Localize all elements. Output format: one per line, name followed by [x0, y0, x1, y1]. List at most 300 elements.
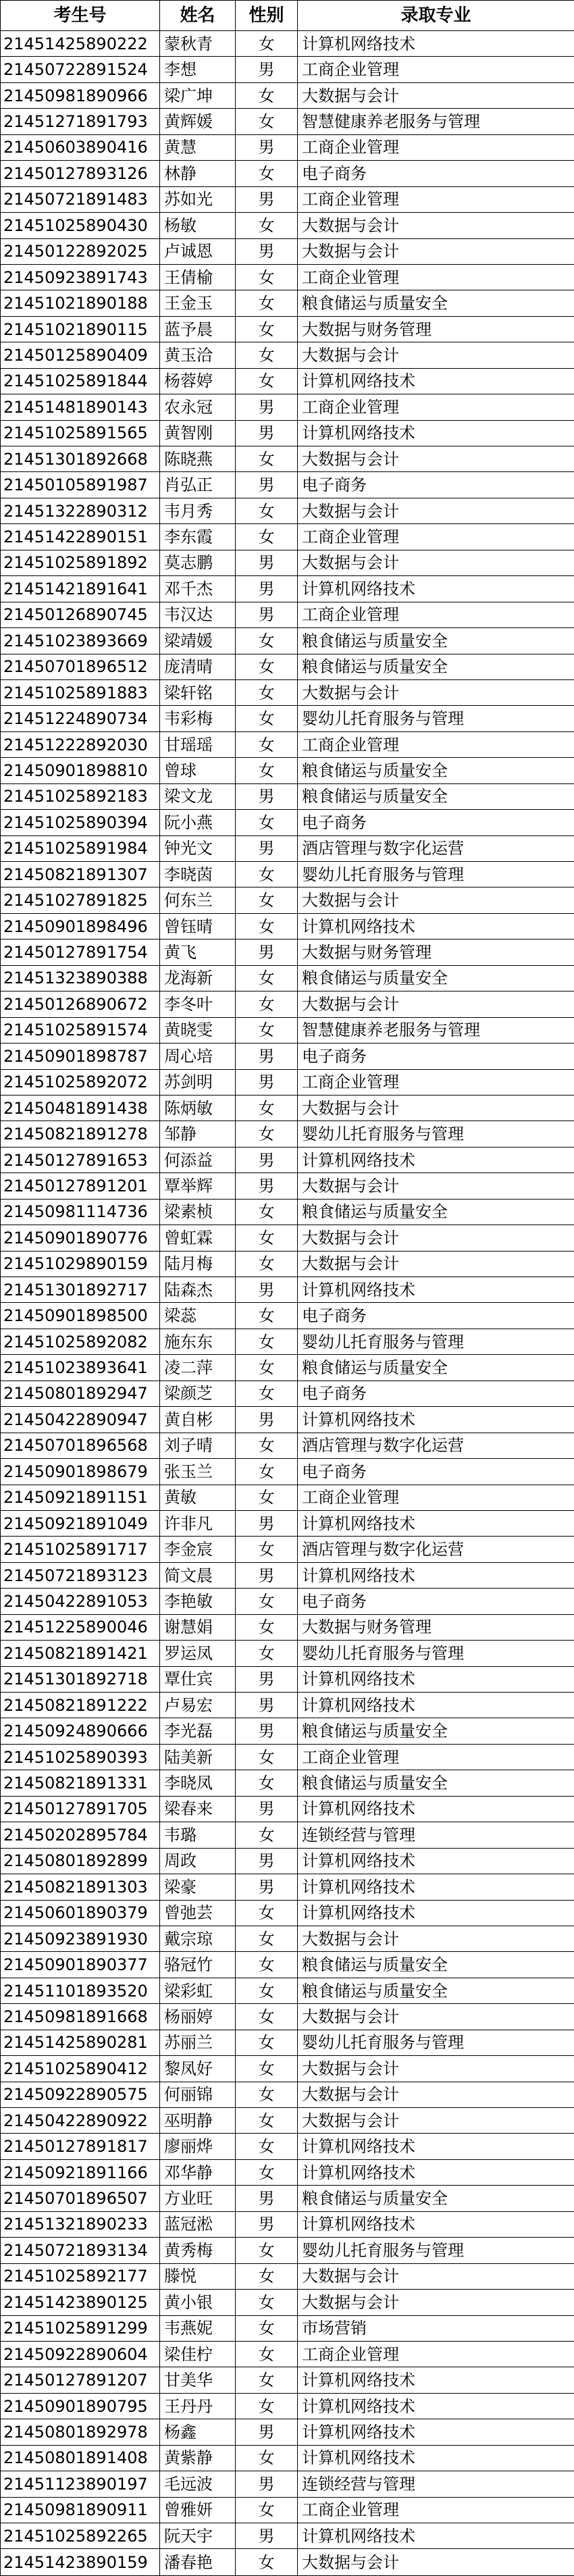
exam-id-cell: 21451025891892 — [1, 550, 160, 575]
gender-cell: 女 — [236, 2497, 298, 2523]
gender-cell: 女 — [236, 2315, 298, 2341]
exam-id-cell: 21450901898500 — [1, 1303, 160, 1329]
major-cell: 婴幼儿托育服务与管理 — [298, 1329, 574, 1354]
major-cell: 大数据与会计 — [298, 1251, 574, 1277]
exam-id-cell: 21450821891331 — [1, 1770, 160, 1796]
name-cell: 何丽锦 — [160, 2082, 236, 2107]
table-row — [1, 602, 574, 627]
exam-id-cell: 21451481890143 — [1, 394, 160, 420]
exam-id-cell: 21450701896512 — [1, 654, 160, 679]
exam-id-cell: 21450801891408 — [1, 2445, 160, 2471]
exam-id-cell: 21450901890776 — [1, 1225, 160, 1251]
major-cell: 酒店管理与数字化运营 — [298, 1433, 574, 1458]
major-cell: 计算机网络技术 — [298, 368, 574, 394]
gender-cell: 女 — [236, 2263, 298, 2289]
name-cell: 滕悦 — [160, 2263, 236, 2289]
exam-id-cell: 21450126890672 — [1, 991, 160, 1017]
name-cell: 韦彩梅 — [160, 706, 236, 731]
name-cell: 邓千杰 — [160, 576, 236, 602]
exam-id-cell: 21450721893123 — [1, 1562, 160, 1588]
exam-id-cell: 21450821891303 — [1, 1874, 160, 1900]
table-row — [1, 472, 574, 498]
table-row — [1, 965, 574, 991]
major-cell: 大数据与会计 — [298, 2108, 574, 2134]
name-cell: 黄智刚 — [160, 420, 236, 446]
gender-cell: 男 — [236, 1510, 298, 1536]
name-cell: 杨鑫 — [160, 2419, 236, 2445]
major-cell: 工商企业管理 — [298, 2497, 574, 2523]
gender-cell: 女 — [236, 2238, 298, 2263]
table-row — [1, 1718, 574, 1744]
major-cell: 大数据与会计 — [298, 2263, 574, 2289]
major-cell: 计算机网络技术 — [298, 2134, 574, 2159]
gender-cell: 女 — [236, 1589, 298, 1614]
header-name: 姓名 — [160, 1, 236, 31]
major-cell: 粮食储运与质量安全 — [298, 1718, 574, 1744]
name-cell: 卢易宏 — [160, 1693, 236, 1718]
name-cell: 梁轩铭 — [160, 679, 236, 705]
major-cell: 大数据与会计 — [298, 550, 574, 575]
table-row — [1, 1303, 574, 1329]
major-cell: 酒店管理与数字化运营 — [298, 835, 574, 861]
name-cell: 黎凤好 — [160, 2056, 236, 2082]
table-row — [1, 862, 574, 887]
name-cell: 曾弛芸 — [160, 1900, 236, 1926]
name-cell: 骆冠竹 — [160, 1952, 236, 1978]
name-cell: 刘子晴 — [160, 1433, 236, 1458]
exam-id-cell: 21451423890159 — [1, 2549, 160, 2576]
major-cell: 大数据与会计 — [298, 2549, 574, 2576]
major-cell: 粮食储运与质量安全 — [298, 1355, 574, 1381]
major-cell: 计算机网络技术 — [298, 2445, 574, 2471]
name-cell: 李晓凤 — [160, 1770, 236, 1796]
gender-cell: 女 — [236, 1329, 298, 1354]
exam-id-cell: 21451023893669 — [1, 628, 160, 654]
table-row — [1, 1589, 574, 1614]
exam-id-cell: 21450921891049 — [1, 1510, 160, 1536]
table-row — [1, 2341, 574, 2367]
major-cell: 大数据与会计 — [298, 1173, 574, 1199]
exam-id-cell: 21450122892025 — [1, 238, 160, 264]
major-cell: 计算机网络技术 — [298, 1796, 574, 1822]
gender-cell: 女 — [236, 31, 298, 57]
exam-id-cell: 21450923891930 — [1, 1926, 160, 1951]
table-row — [1, 446, 574, 472]
exam-id-cell: 21451025891565 — [1, 420, 160, 446]
name-cell: 黄小银 — [160, 2290, 236, 2315]
gender-cell: 女 — [236, 1095, 298, 1120]
exam-id-cell: 21451025891299 — [1, 2315, 160, 2341]
table-row — [1, 628, 574, 654]
exam-id-cell: 21450126890745 — [1, 602, 160, 627]
table-row — [1, 1121, 574, 1147]
exam-id-cell: 21451422890151 — [1, 524, 160, 550]
gender-cell: 男 — [236, 2186, 298, 2211]
name-cell: 韦汉达 — [160, 602, 236, 627]
gender-cell: 女 — [236, 2341, 298, 2367]
exam-id-cell: 21450901890795 — [1, 2393, 160, 2419]
gender-cell: 女 — [236, 887, 298, 913]
major-cell: 婴幼儿托育服务与管理 — [298, 2030, 574, 2055]
name-cell: 农永冠 — [160, 394, 236, 420]
major-cell: 粮食储运与质量安全 — [298, 758, 574, 783]
table-row — [1, 2445, 574, 2471]
name-cell: 李金宸 — [160, 1537, 236, 1562]
name-cell: 方业旺 — [160, 2186, 236, 2211]
gender-cell: 女 — [236, 368, 298, 394]
exam-id-cell: 21451025892082 — [1, 1329, 160, 1354]
gender-cell: 女 — [236, 1381, 298, 1406]
gender-cell: 男 — [236, 1173, 298, 1199]
gender-cell: 男 — [236, 472, 298, 498]
gender-cell: 男 — [236, 1693, 298, 1718]
name-cell: 陆月梅 — [160, 1251, 236, 1277]
exam-id-cell: 21451025891574 — [1, 1017, 160, 1043]
table-row — [1, 783, 574, 809]
table-row — [1, 2211, 574, 2237]
table-row — [1, 939, 574, 965]
major-cell: 工商企业管理 — [298, 57, 574, 82]
exam-id-cell: 21450127891207 — [1, 2367, 160, 2393]
major-cell: 大数据与会计 — [298, 2082, 574, 2107]
table-row — [1, 679, 574, 705]
table-row — [1, 2290, 574, 2315]
major-cell: 计算机网络技术 — [298, 1407, 574, 1433]
exam-id-cell: 21451025891844 — [1, 368, 160, 394]
header-gender: 性别 — [236, 1, 298, 31]
exam-id-cell: 21450722891524 — [1, 57, 160, 82]
name-cell: 李东霞 — [160, 524, 236, 550]
exam-id-cell: 21450127891754 — [1, 939, 160, 965]
exam-id-cell: 21450721893134 — [1, 2238, 160, 2263]
table-row — [1, 2082, 574, 2107]
name-cell: 曾虹霖 — [160, 1225, 236, 1251]
major-cell: 大数据与财务管理 — [298, 939, 574, 965]
gender-cell: 女 — [236, 1978, 298, 2003]
name-cell: 陆美新 — [160, 1744, 236, 1770]
name-cell: 何东兰 — [160, 887, 236, 913]
exam-id-cell: 21450821891222 — [1, 1693, 160, 1718]
table-row — [1, 2238, 574, 2263]
gender-cell: 女 — [236, 1641, 298, 1666]
exam-id-cell: 21451025892072 — [1, 1069, 160, 1095]
table-row — [1, 731, 574, 757]
major-cell: 粮食储运与质量安全 — [298, 1978, 574, 2003]
gender-cell: 女 — [236, 679, 298, 705]
gender-cell: 女 — [236, 1121, 298, 1147]
exam-id-cell: 21450981114736 — [1, 1199, 160, 1225]
name-cell: 苏丽兰 — [160, 2030, 236, 2055]
name-cell: 甘瑶瑶 — [160, 731, 236, 757]
exam-id-cell: 21450901898679 — [1, 1459, 160, 1485]
table-row — [1, 1069, 574, 1095]
table-row — [1, 1381, 574, 1406]
major-cell: 电子商务 — [298, 1044, 574, 1069]
gender-cell: 女 — [236, 1614, 298, 1640]
exam-id-cell: 21451123890197 — [1, 2471, 160, 2497]
major-cell: 电子商务 — [298, 472, 574, 498]
gender-cell: 女 — [236, 2004, 298, 2030]
name-cell: 钟光文 — [160, 835, 236, 861]
name-cell: 林静 — [160, 161, 236, 186]
name-cell: 李冬叶 — [160, 991, 236, 1017]
exam-id-cell: 21450125890409 — [1, 342, 160, 368]
table-row — [1, 1355, 574, 1381]
exam-id-cell: 21451271891793 — [1, 109, 160, 134]
table-row — [1, 1562, 574, 1588]
gender-cell: 女 — [236, 862, 298, 887]
table-row — [1, 1095, 574, 1120]
major-cell: 工商企业管理 — [298, 394, 574, 420]
major-cell: 电子商务 — [298, 1303, 574, 1329]
gender-cell: 女 — [236, 213, 298, 238]
name-cell: 周心培 — [160, 1044, 236, 1069]
name-cell: 杨敏 — [160, 213, 236, 238]
gender-cell: 男 — [236, 1718, 298, 1744]
major-cell: 大数据与会计 — [298, 213, 574, 238]
major-cell: 连锁经营与管理 — [298, 1822, 574, 1848]
exam-id-cell: 21450721891483 — [1, 186, 160, 212]
major-cell: 计算机网络技术 — [298, 2393, 574, 2419]
exam-id-cell: 21451025892177 — [1, 2263, 160, 2289]
table-row — [1, 1329, 574, 1354]
major-cell: 计算机网络技术 — [298, 576, 574, 602]
table-row — [1, 550, 574, 575]
name-cell: 韦璐 — [160, 1822, 236, 1848]
major-cell: 计算机网络技术 — [298, 1277, 574, 1303]
name-cell: 邓华静 — [160, 2159, 236, 2185]
exam-id-cell: 21451322890312 — [1, 498, 160, 523]
table-row — [1, 1641, 574, 1666]
name-cell: 肖弘正 — [160, 472, 236, 498]
major-cell: 大数据与会计 — [298, 238, 574, 264]
table-row — [1, 1147, 574, 1173]
exam-id-cell: 21451101893520 — [1, 1978, 160, 2003]
gender-cell: 女 — [236, 1017, 298, 1043]
major-cell: 大数据与财务管理 — [298, 316, 574, 342]
name-cell: 韦月秀 — [160, 498, 236, 523]
major-cell: 粮食储运与质量安全 — [298, 2186, 574, 2211]
name-cell: 莫志鹏 — [160, 550, 236, 575]
table-row — [1, 576, 574, 602]
gender-cell: 男 — [236, 1848, 298, 1874]
table-row — [1, 1485, 574, 1510]
major-cell: 计算机网络技术 — [298, 420, 574, 446]
exam-id-cell: 21450127893126 — [1, 161, 160, 186]
major-cell: 计算机网络技术 — [298, 2211, 574, 2237]
exam-id-cell: 21450127891201 — [1, 1173, 160, 1199]
table-row — [1, 2263, 574, 2289]
exam-id-cell: 21450422891053 — [1, 1589, 160, 1614]
exam-id-cell: 21450901898787 — [1, 1044, 160, 1069]
exam-id-cell: 21450981891668 — [1, 2004, 160, 2030]
header-exam-id: 考生号 — [1, 1, 160, 31]
major-cell: 大数据与会计 — [298, 82, 574, 108]
table-row — [1, 238, 574, 264]
table-row — [1, 394, 574, 420]
gender-cell: 女 — [236, 290, 298, 316]
major-cell: 大数据与会计 — [298, 1926, 574, 1951]
table-row — [1, 1900, 574, 1926]
table-row — [1, 1017, 574, 1043]
exam-id-cell: 21451225890046 — [1, 1614, 160, 1640]
major-cell: 计算机网络技术 — [298, 2523, 574, 2549]
name-cell: 黄慧 — [160, 134, 236, 160]
exam-id-cell: 21450202895784 — [1, 1822, 160, 1848]
name-cell: 覃仕宾 — [160, 1666, 236, 1692]
gender-cell: 女 — [236, 706, 298, 731]
name-cell: 梁佳柠 — [160, 2341, 236, 2367]
name-cell: 梁靖媛 — [160, 628, 236, 654]
gender-cell: 男 — [236, 1407, 298, 1433]
major-cell: 大数据与会计 — [298, 2004, 574, 2030]
major-cell: 计算机网络技术 — [298, 1900, 574, 1926]
table-row — [1, 290, 574, 316]
major-cell: 电子商务 — [298, 1589, 574, 1614]
major-cell: 酒店管理与数字化运营 — [298, 1537, 574, 1562]
exam-id-cell: 21450901898810 — [1, 758, 160, 783]
gender-cell: 男 — [236, 2419, 298, 2445]
gender-cell: 女 — [236, 1926, 298, 1951]
name-cell: 施东东 — [160, 1329, 236, 1354]
gender-cell: 女 — [236, 446, 298, 472]
table-row — [1, 1614, 574, 1640]
table-row — [1, 368, 574, 394]
major-cell: 大数据与财务管理 — [298, 1614, 574, 1640]
exam-id-cell: 21450922890575 — [1, 2082, 160, 2107]
name-cell: 戴宗琼 — [160, 1926, 236, 1951]
name-cell: 简文晨 — [160, 1562, 236, 1588]
gender-cell: 男 — [236, 420, 298, 446]
major-cell: 智慧健康养老服务与管理 — [298, 1017, 574, 1043]
major-cell: 婴幼儿托育服务与管理 — [298, 1121, 574, 1147]
gender-cell: 女 — [236, 1303, 298, 1329]
table-row — [1, 2315, 574, 2341]
name-cell: 李光磊 — [160, 1718, 236, 1744]
major-cell: 大数据与会计 — [298, 342, 574, 368]
header-row — [1, 1, 574, 31]
gender-cell: 男 — [236, 835, 298, 861]
gender-cell: 女 — [236, 2445, 298, 2471]
table-row — [1, 1173, 574, 1199]
name-cell: 许非凡 — [160, 1510, 236, 1536]
table-row — [1, 2004, 574, 2030]
table-row — [1, 1199, 574, 1225]
major-cell: 工商企业管理 — [298, 264, 574, 290]
table-row — [1, 82, 574, 108]
exam-id-cell: 21451025891984 — [1, 835, 160, 861]
name-cell: 陆森杰 — [160, 1277, 236, 1303]
major-cell: 计算机网络技术 — [298, 31, 574, 57]
table-row — [1, 342, 574, 368]
name-cell: 何添益 — [160, 1147, 236, 1173]
name-cell: 黄辉媛 — [160, 109, 236, 134]
major-cell: 计算机网络技术 — [298, 1562, 574, 1588]
major-cell: 电子商务 — [298, 1459, 574, 1485]
gender-cell: 女 — [236, 1952, 298, 1978]
gender-cell: 女 — [236, 498, 298, 523]
major-cell: 智慧健康养老服务与管理 — [298, 109, 574, 134]
name-cell: 廖丽烨 — [160, 2134, 236, 2159]
exam-id-cell: 21451301892718 — [1, 1666, 160, 1692]
exam-id-cell: 21450603890416 — [1, 134, 160, 160]
name-cell: 梁豪 — [160, 1874, 236, 1900]
gender-cell: 女 — [236, 1744, 298, 1770]
gender-cell: 女 — [236, 2393, 298, 2419]
table-row — [1, 1433, 574, 1458]
major-cell: 计算机网络技术 — [298, 1510, 574, 1536]
major-cell: 粮食储运与质量安全 — [298, 965, 574, 991]
table-row — [1, 1978, 574, 2003]
gender-cell: 女 — [236, 628, 298, 654]
name-cell: 黄紫静 — [160, 2445, 236, 2471]
name-cell: 巫明静 — [160, 2108, 236, 2134]
exam-id-cell: 21450924890666 — [1, 1718, 160, 1744]
gender-cell: 男 — [236, 783, 298, 809]
table-row — [1, 213, 574, 238]
major-cell: 电子商务 — [298, 810, 574, 835]
gender-cell: 女 — [236, 264, 298, 290]
gender-cell: 女 — [236, 2108, 298, 2134]
name-cell: 王倩榆 — [160, 264, 236, 290]
major-cell: 大数据与会计 — [298, 887, 574, 913]
name-cell: 黄玉洽 — [160, 342, 236, 368]
gender-cell: 男 — [236, 1666, 298, 1692]
exam-id-cell: 21450901890377 — [1, 1952, 160, 1978]
major-cell: 粮食储运与质量安全 — [298, 290, 574, 316]
name-cell: 梁蕊 — [160, 1303, 236, 1329]
gender-cell: 女 — [236, 1485, 298, 1510]
exam-id-cell: 21450921891151 — [1, 1485, 160, 1510]
name-cell: 曾钰晴 — [160, 913, 236, 939]
table-row — [1, 1044, 574, 1069]
exam-id-cell: 21450801892947 — [1, 1381, 160, 1406]
table-row — [1, 835, 574, 861]
name-cell: 杨丽婷 — [160, 2004, 236, 2030]
major-cell: 计算机网络技术 — [298, 1874, 574, 1900]
gender-cell: 男 — [236, 1069, 298, 1095]
gender-cell: 男 — [236, 576, 298, 602]
exam-id-cell: 21451025890393 — [1, 1744, 160, 1770]
gender-cell: 男 — [236, 2211, 298, 2237]
major-cell: 计算机网络技术 — [298, 1848, 574, 1874]
table-row — [1, 109, 574, 134]
name-cell: 韦燕妮 — [160, 2315, 236, 2341]
name-cell: 黄敏 — [160, 1485, 236, 1510]
major-cell: 大数据与会计 — [298, 498, 574, 523]
major-cell: 大数据与会计 — [298, 679, 574, 705]
gender-cell: 女 — [236, 1822, 298, 1848]
major-cell: 计算机网络技术 — [298, 1666, 574, 1692]
exam-id-cell: 21451023893641 — [1, 1355, 160, 1381]
exam-id-cell: 21450981890911 — [1, 2497, 160, 2523]
table-row — [1, 810, 574, 835]
table-row — [1, 2393, 574, 2419]
gender-cell: 男 — [236, 134, 298, 160]
exam-id-cell: 21451025890430 — [1, 213, 160, 238]
gender-cell: 男 — [236, 1562, 298, 1588]
exam-id-cell: 21451025890412 — [1, 2056, 160, 2082]
name-cell: 王金玉 — [160, 290, 236, 316]
exam-id-cell: 21451421891641 — [1, 576, 160, 602]
exam-id-cell: 21450801892899 — [1, 1848, 160, 1874]
gender-cell: 男 — [236, 2471, 298, 2497]
table-row — [1, 1225, 574, 1251]
table-row — [1, 2108, 574, 2134]
major-cell: 工商企业管理 — [298, 731, 574, 757]
gender-cell: 男 — [236, 550, 298, 575]
gender-cell: 女 — [236, 965, 298, 991]
